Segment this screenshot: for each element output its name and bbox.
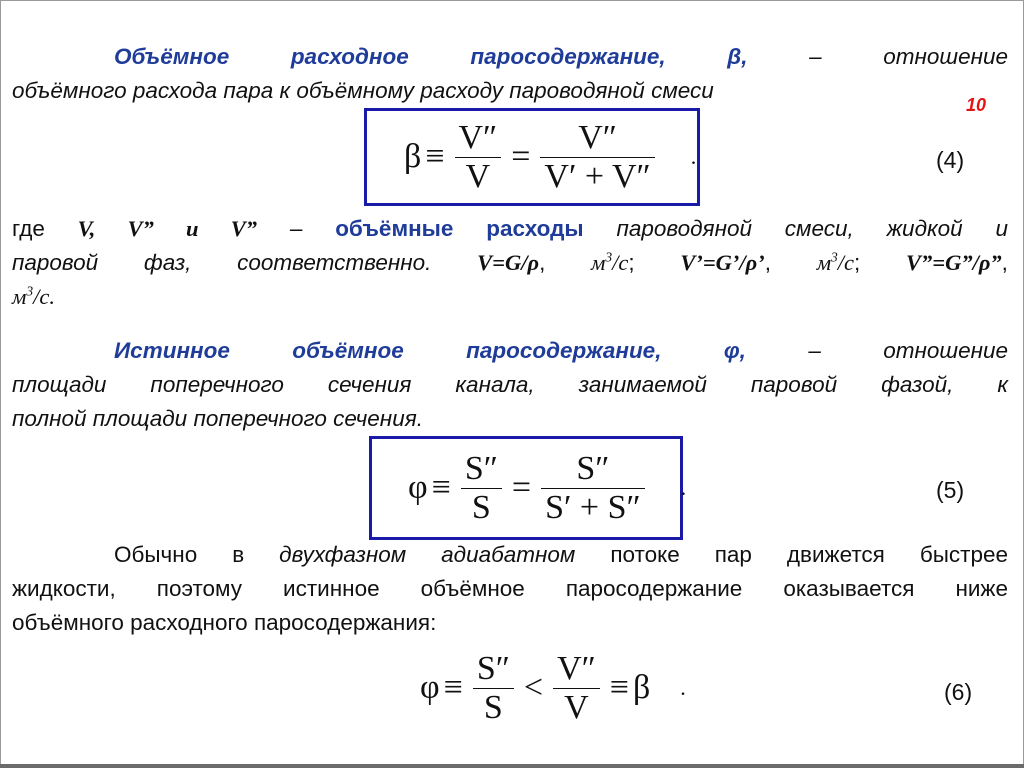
definition-volume-flows	[12, 212, 1008, 314]
formula-v-prime: V’=G’/ρ’	[680, 250, 765, 275]
eq6-equiv: ≡	[443, 669, 463, 706]
comparison-text-b: двухфазном адиабатном	[279, 542, 576, 567]
page-number: 10	[966, 95, 987, 115]
formula-v-double-prime: V”=G”/ρ”	[906, 250, 1002, 275]
eq5-fraction-2	[541, 450, 645, 527]
comparison-paragraph	[12, 538, 1008, 640]
eq6-f2-den: V	[564, 688, 589, 726]
eq4-lhs: β	[404, 138, 422, 175]
eq6-f1-den: S	[483, 688, 503, 726]
definition-beta-line-2: объёмного расхода пара к объёмному расходу пароводяной смеси	[12, 78, 714, 103]
definition-beta	[12, 40, 1008, 108]
eq4-equals: =	[511, 138, 531, 175]
comparison-line-3: объёмного расходного паросодержания:	[12, 610, 437, 635]
flow-variables: V, V” и V”	[77, 216, 258, 241]
eq6-fraction-1	[473, 650, 514, 727]
eq6-period: .	[680, 675, 686, 700]
term-volume-flows: объёмные расходы	[335, 216, 584, 241]
eq5-period: .	[680, 475, 687, 500]
equation-6	[420, 644, 686, 732]
comparison-line-2: жидкости, поэтому истинное объёмное паросодержание оказывается ниже	[12, 576, 1008, 601]
equation-4	[404, 114, 696, 200]
unit-2: $м^3/с$	[816, 249, 855, 275]
definition-beta-line-1	[12, 40, 1008, 74]
definition-phi-line-3: полной площади поперечного сечения.	[12, 406, 423, 431]
eq4-f1-den: V	[465, 157, 491, 195]
eq5-f1-den: S	[471, 488, 491, 526]
definition-beta-text: – отношение	[747, 44, 1008, 69]
volume-flows-line-1	[12, 212, 1008, 246]
eq5-equals: =	[511, 469, 532, 506]
eq5-equiv: ≡	[431, 469, 451, 506]
comparison-text-c: потоке пар движется быстрее	[610, 542, 1008, 567]
equation-4-number: (4)	[936, 147, 965, 173]
eq6-less-than: <	[523, 669, 544, 706]
eq6-fraction-2	[553, 650, 600, 727]
volume-flows-text: пароводяной смеси, жидкой и	[616, 216, 1008, 241]
eq5-f2-num: S″	[576, 449, 610, 487]
term-beta: Объёмное расходное паросодержание, β,	[114, 44, 748, 69]
unit-1: $м^3/с$	[591, 249, 629, 275]
definition-phi-line-2: площади поперечного сечения канала, занимаемой паровой фазой, к	[12, 372, 1008, 397]
eq5-lhs: φ	[408, 469, 428, 506]
bottom-rule	[0, 764, 1024, 768]
formula-v: V=G/ρ	[477, 250, 540, 275]
comparison-line-1	[12, 538, 1008, 572]
equation-5-number: (5)	[936, 477, 965, 503]
eq6-f2-num: V″	[557, 649, 596, 687]
eq5-fraction-1	[461, 450, 502, 527]
eq6-lhs: φ	[420, 669, 440, 706]
eq6-rhs: β	[632, 669, 651, 706]
eq4-f2-num: V″	[578, 118, 617, 156]
definition-phi-text: – отношение	[745, 338, 1008, 363]
term-phi: Истинное объёмное паросодержание, φ,	[114, 338, 746, 363]
eq4-fraction-1	[455, 119, 502, 196]
eq4-period: .	[690, 144, 697, 169]
definition-phi-line-1	[12, 334, 1008, 368]
dash: –	[289, 216, 303, 241]
where-word: где	[12, 216, 45, 241]
volume-flows-line-3: $м^3/с$.	[12, 283, 55, 309]
volume-flows-line-2: паровой фаз, соответственно. V=G/ρ, $м^3/с$; V’=G’/ρ’, $м^3/с$; V”=G”/ρ”,	[12, 249, 1008, 275]
eq4-fraction-2	[540, 119, 654, 196]
eq6-f1-num: S″	[476, 649, 510, 687]
eq5-f1-num: S″	[464, 449, 498, 487]
volume-flows-text-2: паровой фаз, соответственно.	[12, 250, 432, 275]
eq4-f1-num: V″	[458, 118, 498, 156]
comparison-text-a: Обычно в	[114, 542, 245, 567]
eq4-f2-den: V′ + V″	[544, 157, 651, 195]
definition-phi	[12, 334, 1008, 436]
eq4-equiv: ≡	[425, 138, 445, 175]
eq6-equiv-2: ≡	[609, 669, 629, 706]
equation-6-number: (6)	[944, 679, 973, 705]
eq5-f2-den: S′ + S″	[545, 488, 641, 526]
equation-5	[408, 444, 686, 532]
